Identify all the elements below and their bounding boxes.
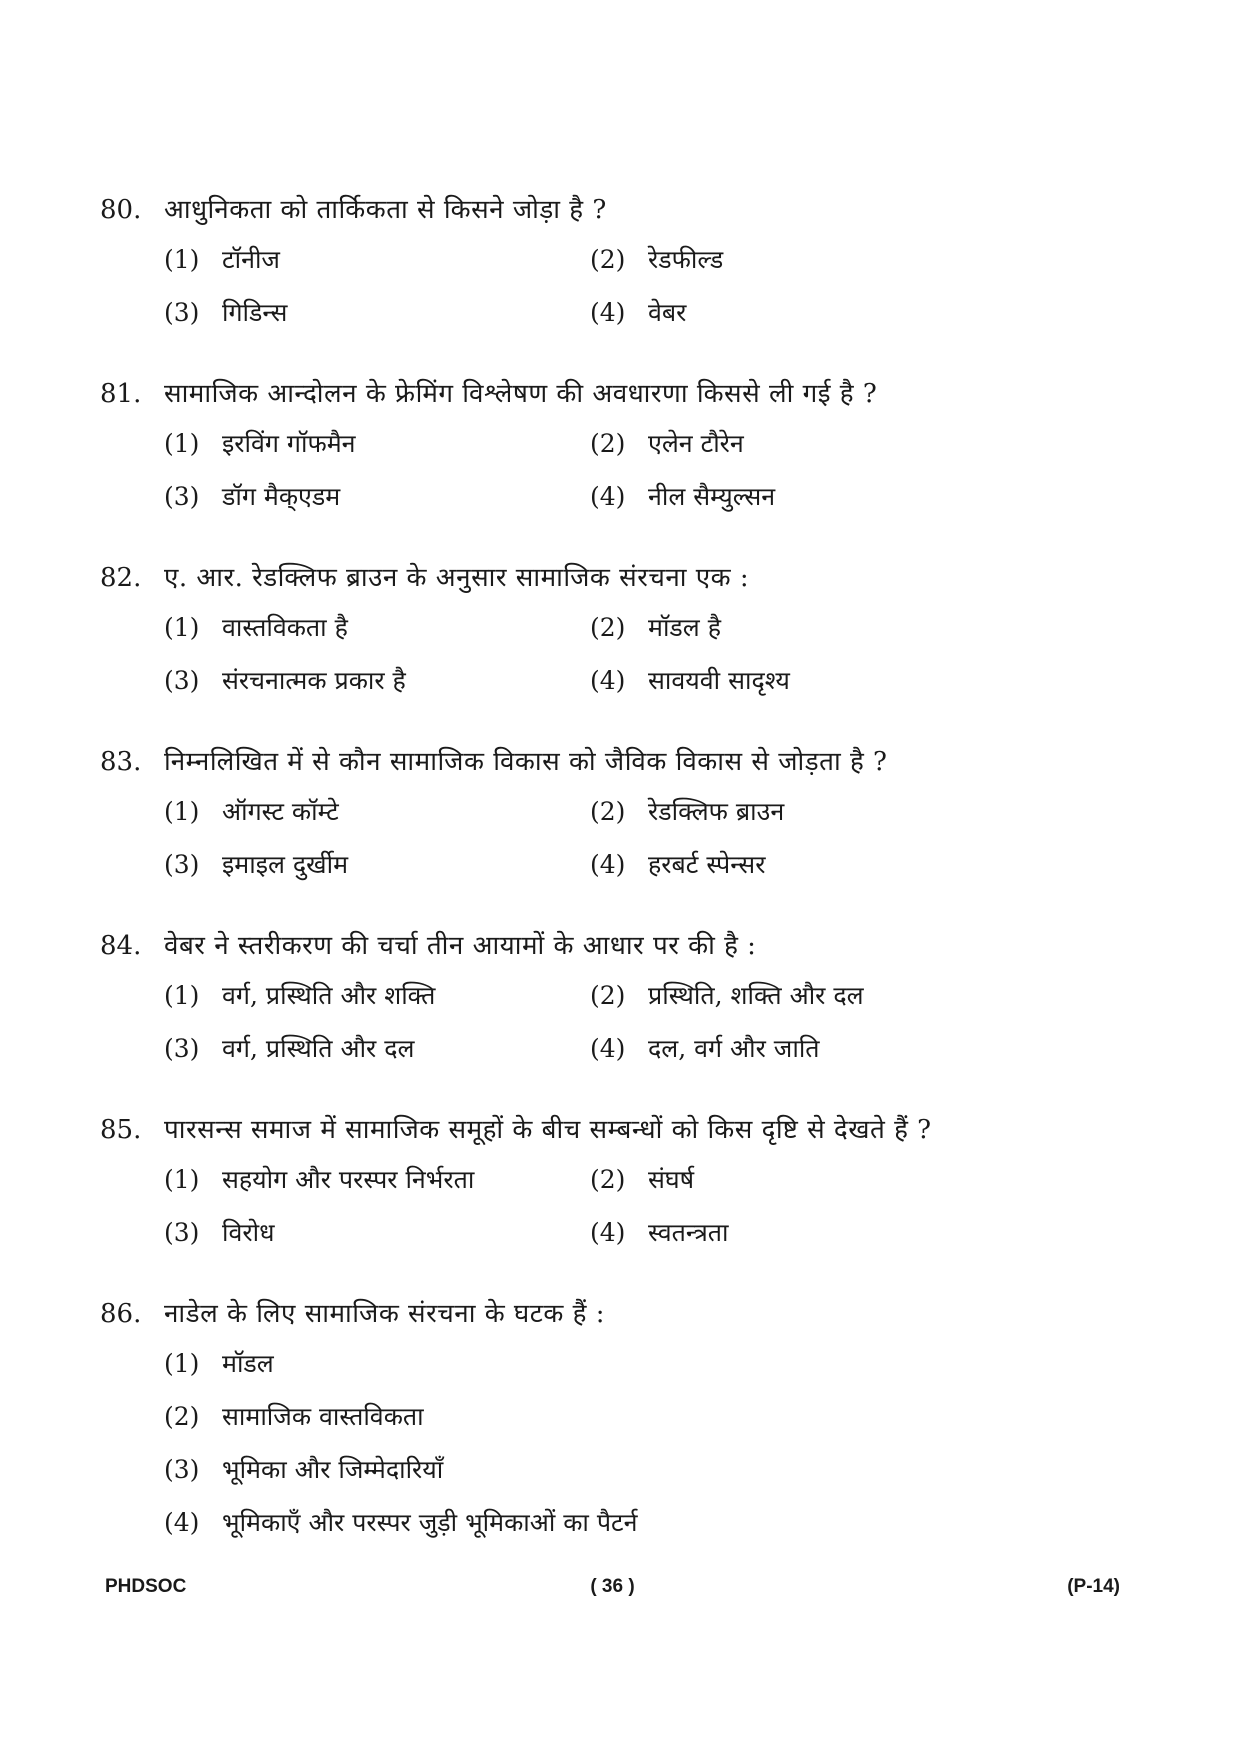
option-number: (3) (164, 298, 200, 327)
option-3 (164, 661, 406, 701)
option-1 (164, 976, 435, 1016)
option-number: (3) (164, 1455, 200, 1484)
option-1 (164, 424, 356, 464)
question-number: 85. (100, 1115, 142, 1145)
option-number: (3) (164, 1218, 200, 1247)
option-1 (164, 240, 280, 280)
option-text: रेडफील्ड (648, 245, 724, 274)
option-3 (164, 1450, 443, 1490)
question-stem (100, 742, 1140, 782)
option-text: दल, वर्ग और जाति (648, 1034, 820, 1063)
question-stem (100, 1110, 1140, 1150)
question-stem (100, 558, 1140, 598)
option-3 (164, 845, 348, 885)
option-4 (164, 1503, 638, 1543)
question-82 (100, 558, 1140, 714)
question-84 (100, 926, 1140, 1082)
option-text: स्वतन्त्रता (648, 1218, 729, 1247)
option-text: सावयवी सादृश्य (648, 666, 790, 695)
option-1 (164, 1160, 474, 1200)
option-number: (1) (164, 797, 200, 826)
option-2 (590, 1160, 694, 1200)
options (100, 1160, 1140, 1266)
options (100, 976, 1140, 1082)
question-stem (100, 926, 1140, 966)
option-text: भूमिकाएँ और परस्पर जुड़ी भूमिकाओं का पैटर्न (222, 1508, 638, 1537)
option-text: रेडक्लिफ ब्राउन (648, 797, 785, 826)
option-text: इरविंग गॉफमैन (222, 429, 356, 458)
option-number: (3) (164, 482, 200, 511)
option-1 (164, 608, 348, 648)
option-2 (164, 1397, 424, 1437)
question-86 (100, 1294, 1140, 1556)
page-footer (105, 1576, 1120, 1606)
option-text: डॉग मैक्एडम (222, 482, 341, 511)
options (100, 240, 1140, 346)
option-4 (590, 845, 765, 885)
option-text: वर्ग, प्रस्थिति और शक्ति (222, 981, 436, 1010)
question-text: सामाजिक आन्दोलन के फ्रेमिंग विश्लेषण की अवधारणा किससे ली गई है ? (164, 379, 878, 409)
paper-code: PHDSOC (105, 1576, 187, 1597)
option-number: (2) (590, 981, 626, 1010)
option-text: प्रस्थिति, शक्ति और दल (648, 981, 864, 1010)
question-number: 83. (100, 747, 142, 777)
question-number: 86. (100, 1299, 142, 1329)
question-81 (100, 374, 1140, 530)
question-number: 82. (100, 563, 142, 593)
question-stem (100, 1294, 1140, 1334)
option-4 (590, 293, 686, 333)
option-text: मॉडल (222, 1349, 274, 1378)
option-number: (4) (590, 298, 626, 327)
option-number: (3) (164, 666, 200, 695)
question-stem (100, 190, 1140, 230)
option-text: वास्तविकता है (222, 613, 348, 642)
option-3 (164, 477, 340, 517)
option-text: मॉडल है (648, 613, 721, 642)
question-text: नाडेल के लिए सामाजिक संरचना के घटक हैं : (164, 1299, 605, 1329)
options (100, 1344, 1140, 1556)
option-text: संरचनात्मक प्रकार है (222, 666, 406, 695)
option-number: (1) (164, 245, 200, 274)
option-number: (2) (590, 613, 626, 642)
options (100, 424, 1140, 530)
option-number: (1) (164, 429, 200, 458)
question-text: आधुनिकता को तार्किकता से किसने जोड़ा है ? (164, 195, 607, 225)
question-number: 80. (100, 195, 142, 225)
option-text: वेबर (648, 298, 687, 327)
paper-series: (P-14) (1067, 1576, 1120, 1597)
option-number: (4) (590, 666, 626, 695)
option-1 (164, 792, 339, 832)
option-3 (164, 293, 287, 333)
option-number: (3) (164, 850, 200, 879)
option-number: (3) (164, 1034, 200, 1063)
option-number: (4) (590, 1218, 626, 1247)
option-number: (2) (590, 1165, 626, 1194)
option-number: (1) (164, 981, 200, 1010)
option-text: विरोध (222, 1218, 275, 1247)
question-number: 81. (100, 379, 142, 409)
option-4 (590, 1029, 820, 1069)
option-text: एलेन टौरेन (648, 429, 744, 458)
option-3 (164, 1029, 414, 1069)
option-text: टॉनीज (222, 245, 280, 274)
option-4 (590, 1213, 729, 1253)
option-number: (4) (590, 1034, 626, 1063)
option-number: (1) (164, 1165, 200, 1194)
option-number: (2) (590, 429, 626, 458)
option-2 (590, 976, 864, 1016)
page-number: ( 36 ) (590, 1576, 635, 1597)
question-text: वेबर ने स्तरीकरण की चर्चा तीन आयामों के आधार पर की है : (164, 931, 757, 961)
option-number: (4) (590, 482, 626, 511)
option-number: (4) (164, 1508, 200, 1537)
option-2 (590, 424, 744, 464)
option-2 (590, 240, 723, 280)
option-text: नील सैम्युल्सन (648, 482, 776, 511)
option-number: (2) (590, 797, 626, 826)
option-number: (1) (164, 613, 200, 642)
option-text: ऑगस्ट कॉम्टे (222, 797, 339, 826)
option-4 (590, 477, 775, 517)
question-83 (100, 742, 1140, 898)
option-text: सामाजिक वास्तविकता (222, 1402, 424, 1431)
options (100, 792, 1140, 898)
option-text: हरबर्ट स्पेन्सर (648, 850, 766, 879)
option-4 (590, 661, 790, 701)
option-text: वर्ग, प्रस्थिति और दल (222, 1034, 415, 1063)
question-text: निम्नलिखित में से कौन सामाजिक विकास को जैविक विकास से जोड़ता है ? (164, 747, 888, 777)
option-text: सहयोग और परस्पर निर्भरता (222, 1165, 475, 1194)
option-1 (164, 1344, 274, 1384)
option-number: (4) (590, 850, 626, 879)
option-3 (164, 1213, 274, 1253)
option-text: इमाइल दुर्खीम (222, 850, 349, 879)
question-stem (100, 374, 1140, 414)
question-number: 84. (100, 931, 142, 961)
question-85 (100, 1110, 1140, 1266)
option-text: गिडिन्स (222, 298, 288, 327)
question-text: ए. आर. रेडक्लिफ ब्राउन के अनुसार सामाजिक संरचना एक : (164, 563, 750, 593)
option-number: (2) (590, 245, 626, 274)
option-number: (1) (164, 1349, 200, 1378)
option-2 (590, 792, 784, 832)
option-number: (2) (164, 1402, 200, 1431)
option-text: संघर्ष (648, 1165, 695, 1194)
options (100, 608, 1140, 714)
option-text: भूमिका और जिम्मेदारियाँ (222, 1455, 444, 1484)
question-text: पारसन्स समाज में सामाजिक समूहों के बीच सम्बन्धों को किस दृष्टि से देखते हैं ? (164, 1115, 932, 1145)
option-2 (590, 608, 721, 648)
question-80 (100, 190, 1140, 346)
